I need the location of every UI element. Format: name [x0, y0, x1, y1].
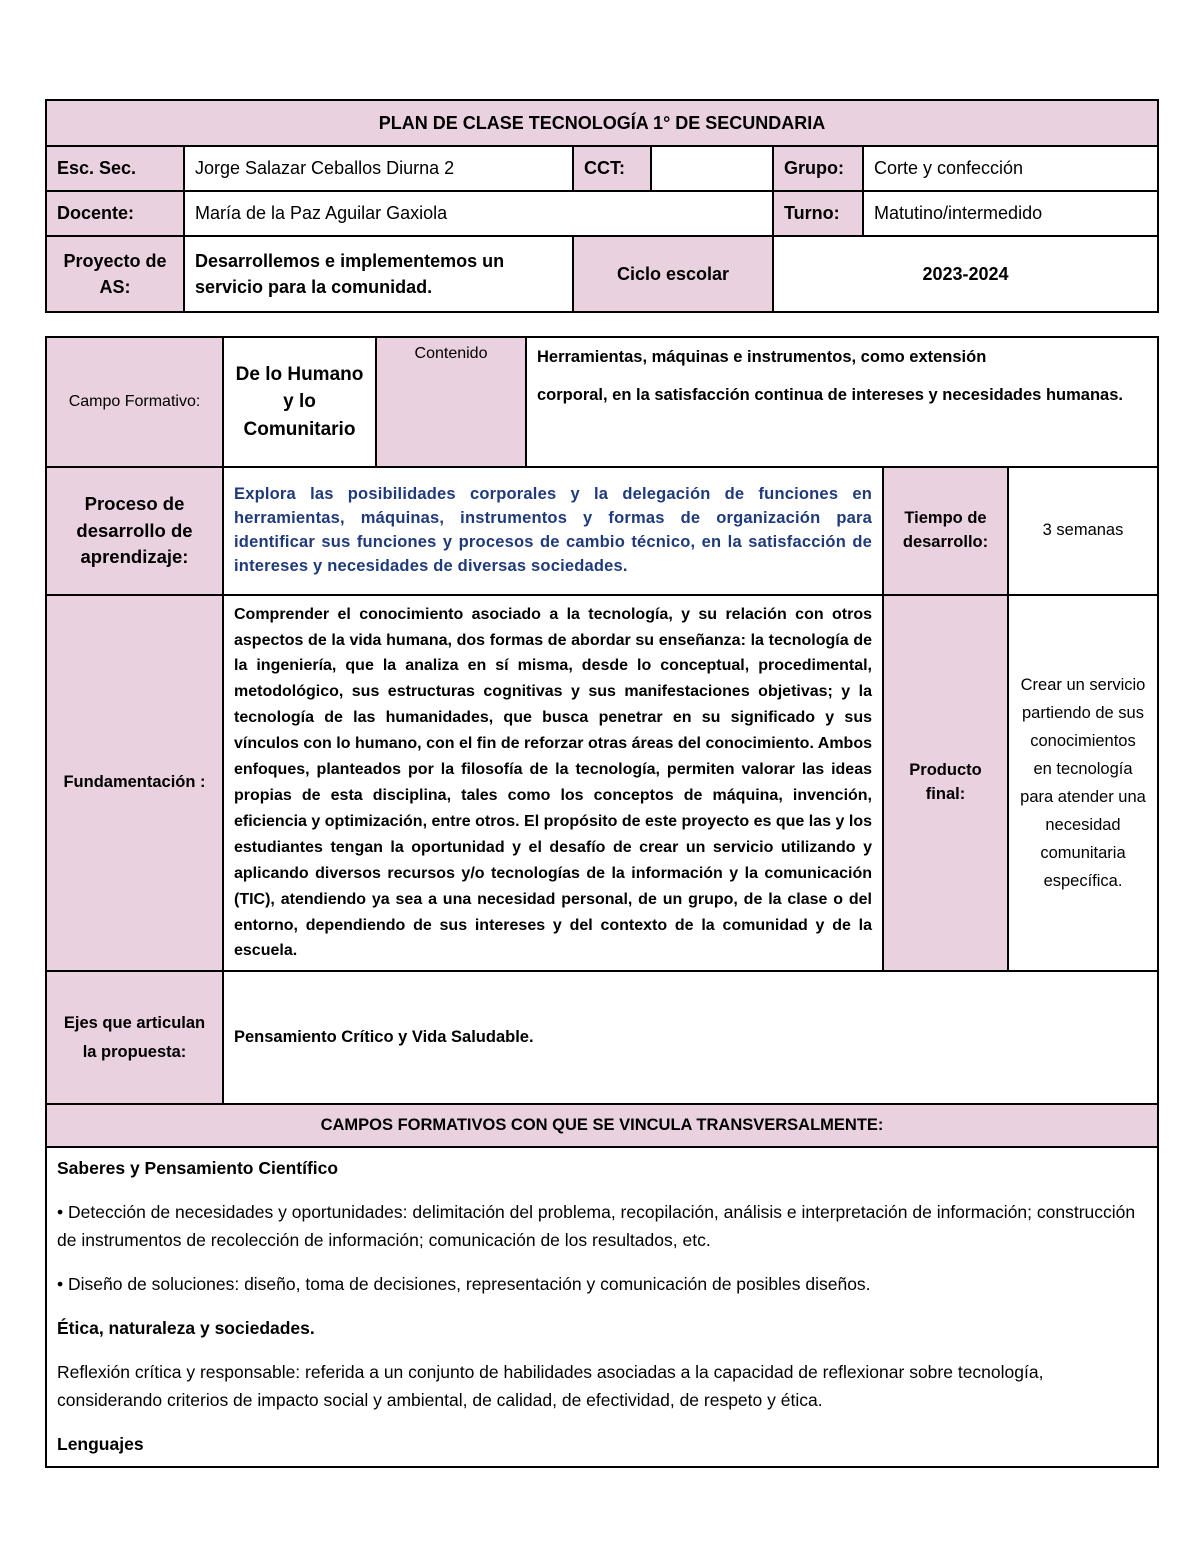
- campos-content: [46, 1147, 1158, 1467]
- grupo-value: Corte y confección: [863, 146, 1158, 191]
- campo-value: De lo Humano y lo Comunitario: [223, 337, 376, 467]
- proyecto-value: Desarrollemos e implementemos un servicio para la comunidad.: [184, 236, 573, 312]
- plan-title: PLAN DE CLASE TECNOLOGÍA 1° DE SECUNDARIA: [46, 100, 1158, 146]
- reflexion-text: Reflexión crítica y responsable: referida a un conjunto de habilidades asociadas a la capacidad de reflexionar sobre tecnología, considerando criterios de impacto social y ambiental, de calidad, de efectividad, de respeto y ética.: [57, 1362, 1044, 1410]
- plan-table: [45, 336, 1159, 1468]
- lenguajes-title: Lenguajes: [57, 1434, 144, 1454]
- docente-label: Docente:: [46, 191, 184, 236]
- cct-label: CCT:: [573, 146, 651, 191]
- contenido-cell: [526, 337, 1158, 467]
- turno-value: Matutino/intermedido: [863, 191, 1158, 236]
- fundamentacion-value: Comprender el conocimiento asociado a la tecnología, y su relación con otros aspectos de la vida humana, dos formas de abordar su enseñanza: la tecnología de la ingeniería, que la analiza en sí misma, desde lo conceptual, procedimental, metodológico, sus estructuras cognitivas y sus manifestaciones objetivas; y la tecnología de las humanidades, que busca penetrar en su significado y sus vínculos con lo humano, con el fin de reforzar otras áreas del conocimiento. Ambos enfoques, planteados por la filosofía de la tecnología, permiten valorar las ideas propias de esta disciplina, tales como los conceptos de máquina, invención, eficiencia y optimización, entre otros. El propósito de este proyecto es que las y los estudiantes tengan la oportunidad y el desafío de crear un servicio utilizando y aplicando diversos recursos y/o tecnologías de la información y la comunicación (TIC), atendiendo ya sea a una necesidad personal, de un grupo, de la clase o del entorno, dependiendo de sus intereses y del contexto de la comunidad y de la escuela.: [223, 595, 883, 971]
- producto-value: Crear un servicio partiendo de sus conocimientos en tecnología para atender una necesidad comunitaria específica.: [1008, 595, 1158, 971]
- saberes-title: Saberes y Pensamiento Científico: [57, 1158, 339, 1178]
- cct-value: [651, 146, 773, 191]
- tiempo-label: Tiempo de desarrollo:: [883, 467, 1008, 595]
- bullet-diseno: • Diseño de soluciones: diseño, toma de decisiones, representación y comunicación de posibles diseños.: [57, 1274, 871, 1294]
- ciclo-value: 2023-2024: [773, 236, 1158, 312]
- ejes-label: Ejes que articulan la propuesta:: [46, 971, 223, 1104]
- docente-value: María de la Paz Aguilar Gaxiola: [184, 191, 773, 236]
- etica-title: Ética, naturaleza y sociedades.: [57, 1318, 315, 1338]
- bullet-deteccion: • Detección de necesidades y oportunidades: delimitación del problema, recopilación, análisis e interpretación de información; construcción de instrumentos de recolección de información; comunicación de los resultados, etc.: [57, 1202, 1136, 1250]
- tiempo-value: 3 semanas: [1008, 467, 1158, 595]
- contenido-line2: corporal, en la satisfacción continua de intereses y necesidades humanas.: [537, 385, 1123, 404]
- proceso-label: Proceso de desarrollo de aprendizaje:: [46, 467, 223, 595]
- ciclo-label: Ciclo escolar: [573, 236, 773, 312]
- header-table: [45, 99, 1159, 313]
- ejes-value: Pensamiento Crítico y Vida Saludable.: [223, 971, 1158, 1104]
- turno-label: Turno:: [773, 191, 863, 236]
- fundamentacion-label: Fundamentación :: [46, 595, 223, 971]
- campo-label: Campo Formativo:: [46, 337, 223, 467]
- contenido-label: Contenido: [376, 337, 526, 467]
- producto-label: Producto final:: [883, 595, 1008, 971]
- esc-value: Jorge Salazar Ceballos Diurna 2: [184, 146, 573, 191]
- proceso-value: Explora las posibilidades corporales y la delegación de funciones en herramientas, máquinas, instrumentos y formas de organización para identificar sus funciones y procesos de cambio técnico, en la satisfacción de intereses y necesidades de diversas sociedades.: [223, 467, 883, 595]
- contenido-line1: Herramientas, máquinas e instrumentos, como extensión: [537, 348, 987, 366]
- proyecto-label: Proyecto de AS:: [46, 236, 184, 312]
- esc-label: Esc. Sec.: [46, 146, 184, 191]
- campos-heading: CAMPOS FORMATIVOS CON QUE SE VINCULA TRANSVERSALMENTE:: [46, 1104, 1158, 1147]
- grupo-label: Grupo:: [773, 146, 863, 191]
